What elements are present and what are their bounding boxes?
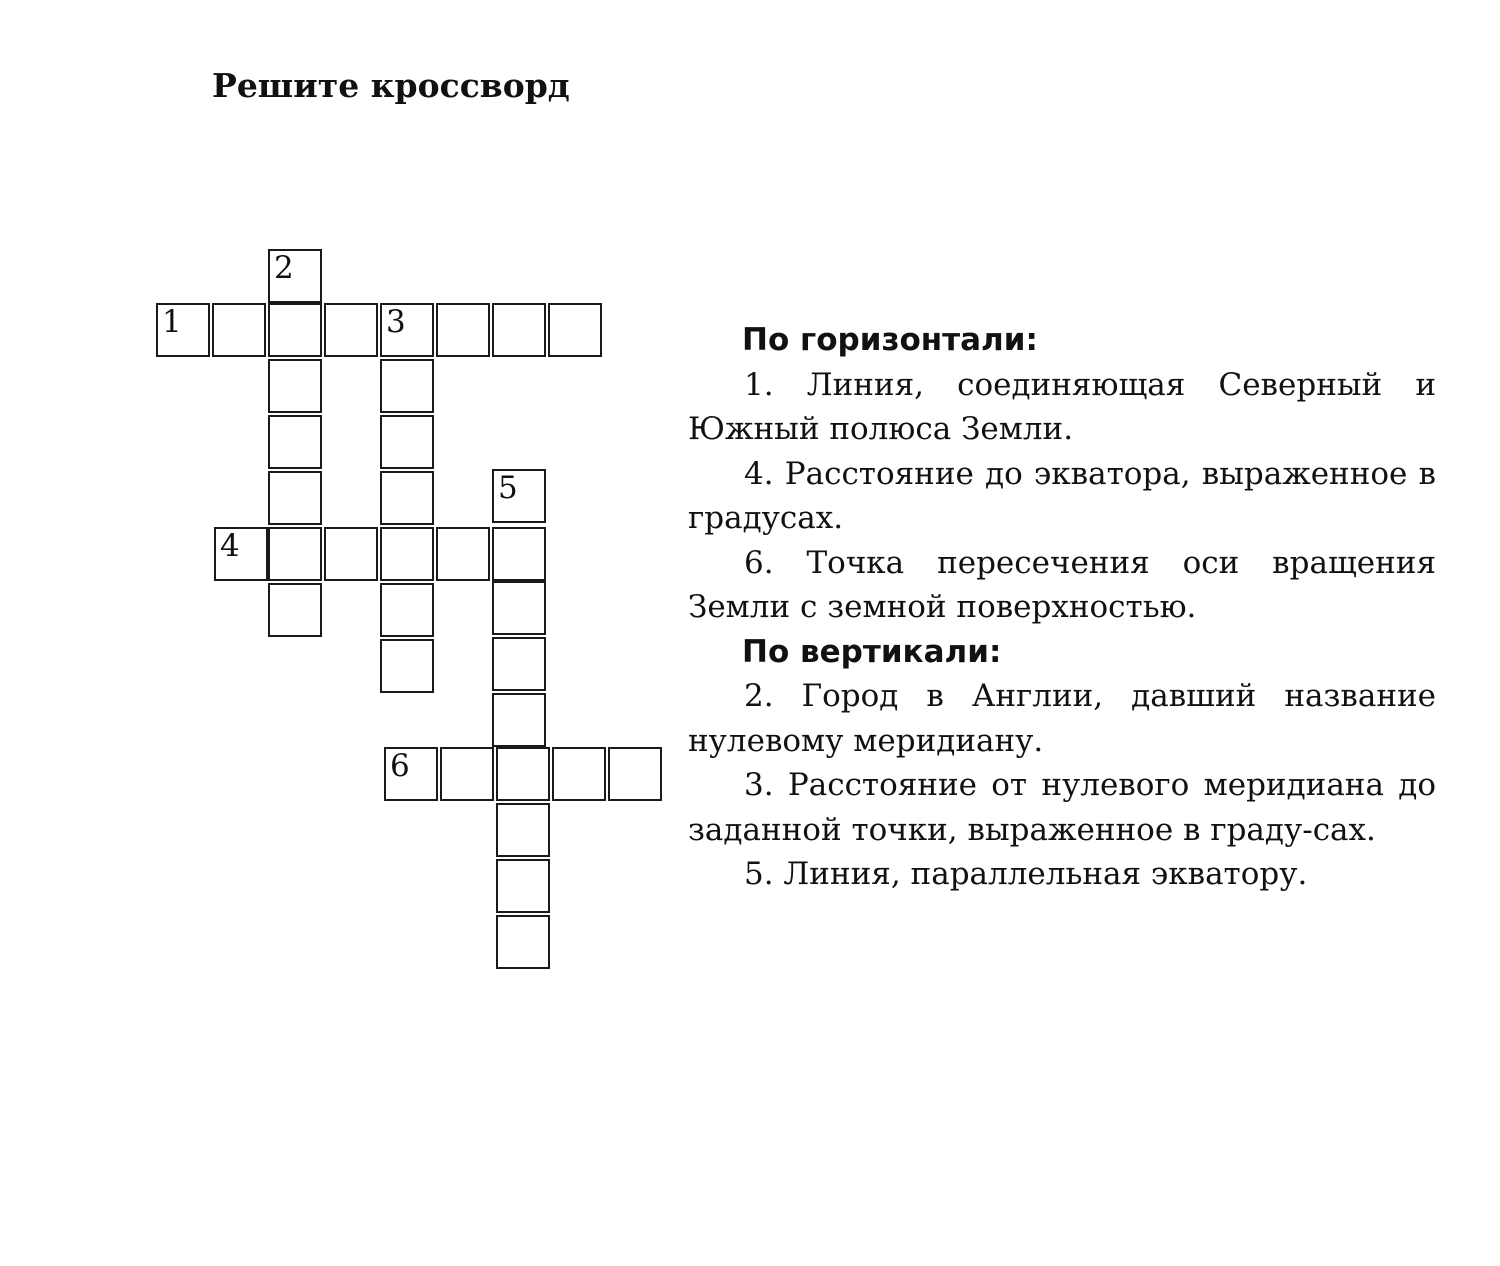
clue-number: 1 — [162, 304, 182, 340]
crossword-cell[interactable] — [268, 527, 322, 581]
crossword-cell[interactable] — [380, 303, 434, 357]
crossword-cell[interactable] — [268, 583, 322, 637]
clues-panel — [688, 318, 1436, 897]
crossword-cell[interactable] — [212, 303, 266, 357]
crossword-cell[interactable] — [384, 747, 438, 801]
clue-number: 4 — [220, 528, 240, 564]
clue-down-2: 2. Город в Англии, давший название нулевому меридиану. — [688, 678, 1436, 759]
crossword-cell[interactable] — [492, 581, 546, 635]
crossword-cell[interactable] — [440, 747, 494, 801]
crossword-cell[interactable] — [552, 747, 606, 801]
crossword-cell[interactable] — [608, 747, 662, 801]
crossword-cell[interactable] — [324, 303, 378, 357]
crossword-cell[interactable] — [436, 303, 490, 357]
clue-across-6: 6. Точка пересечения оси вращения Земли с земной поверхностью. — [688, 544, 1436, 625]
clue-across-4: 4. Расстояние до экватора, выраженное в градусах. — [688, 455, 1436, 536]
clue-down-3: 3. Расстояние от нулевого меридиана до заданной точки, выраженное в граду-сах. — [688, 767, 1436, 848]
crossword-cell[interactable] — [436, 527, 490, 581]
crossword-cell[interactable] — [496, 803, 550, 857]
crossword-cell[interactable] — [380, 639, 434, 693]
crossword-cell[interactable] — [492, 637, 546, 691]
crossword-cell[interactable] — [268, 471, 322, 525]
down-heading: По вертикали: — [742, 633, 1002, 670]
crossword-cell[interactable] — [268, 303, 322, 357]
crossword-cell[interactable] — [268, 415, 322, 469]
crossword-cell[interactable] — [380, 527, 434, 581]
crossword-cell[interactable] — [268, 359, 322, 413]
crossword-cell[interactable] — [492, 693, 546, 747]
crossword-cell[interactable] — [324, 527, 378, 581]
crossword-cell[interactable] — [492, 527, 546, 581]
clue-number: 5 — [498, 470, 518, 506]
crossword-cell[interactable] — [380, 471, 434, 525]
clue-across-1: 1. Линия, соединяющая Северный и Южный полюса Земли. — [688, 366, 1436, 447]
across-heading: По горизонтали: — [742, 322, 1038, 358]
clue-number: 2 — [274, 250, 294, 286]
crossword-cell[interactable] — [492, 303, 546, 357]
crossword-cell[interactable] — [380, 359, 434, 413]
crossword-cell[interactable] — [496, 915, 550, 969]
crossword-cell[interactable] — [380, 583, 434, 637]
crossword-cell[interactable] — [496, 747, 550, 801]
clue-number: 3 — [386, 304, 406, 340]
crossword-cell[interactable] — [496, 859, 550, 913]
clue-down-5: 5. Линия, параллельная экватору. — [744, 856, 1308, 892]
crossword-cell[interactable] — [268, 249, 322, 303]
page-title: Решите кроссворд — [212, 66, 570, 105]
crossword-cell[interactable] — [492, 469, 546, 523]
crossword-cell[interactable] — [548, 303, 602, 357]
clue-number: 6 — [390, 748, 410, 784]
crossword-cell[interactable] — [156, 303, 210, 357]
crossword-cell[interactable] — [214, 527, 268, 581]
crossword-cell[interactable] — [380, 415, 434, 469]
